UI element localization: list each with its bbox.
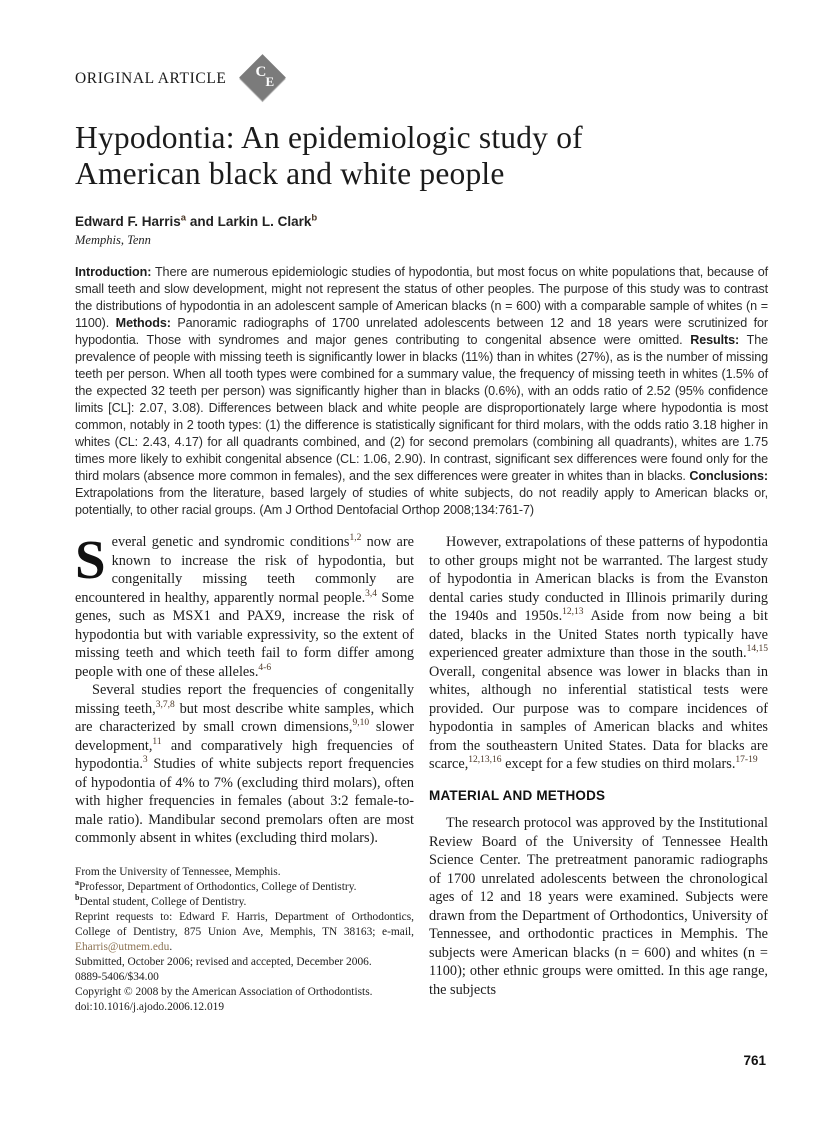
reference-superscript: 3,4 [365,588,378,599]
reference-superscript: 17-19 [735,755,758,766]
section-heading-material-and-methods: MATERIAL AND METHODS [429,787,606,803]
abstract-text: Introduction: There are numerous epidemiologic studies of hypodontia, but most focus on white populations that, because of small teeth and slow development, might not represent the status of other peoples. The purpose of this study was to contrast the distributions of hypodontia in an adolescent sample of American blacks (n = 600) with a comparable sample of whites (n = 1100). Methods: Panoramic radiographs of 1700 unrelated adolescents between 12 and 18 years were scrutinized for hypodontia. Those with syndromes and major genes contributing to congenital absence were omitted. Results: The prevalence of people with missing teeth is significantly lower in blacks (11%) than in whites (27%), as is the number of missing teeth per person. When all tooth types were combined for a summary value, the frequency of missing teeth in whites (1.5% of the expected 32 teeth per person) was significantly higher than in blacks (0.6%), with an odds ratio of 2.52 (95% confidence limits [CL]: 2.07, 3.08). Differences between black and white people are disproportionately large where hypodontia is most common, notably in 2 tooth types: (1) the difference is statistically significant for third molars, with the odds ratio 3.18 higher in whites (CL: 2.43, 4.17) for all quadrants combined, and (2) for second premolars (combining all quadrants), whites are 1.75 times more likely to exhibit congenital absence (CL: 1.06, 2.90). In contrast, significant sex differences were found only for the third molars (absence more common in females), and the sex differences were greater in whites than in blacks. Conclusions: Extrapolations from the literature, based largely of studies of white subjects, do not readily apply to American blacks or, potentially, to other racial groups. (Am J Orthod Dentofacial Orthop 2008;134:761-7) [75,265,768,517]
reference-superscript: 3 [142,755,148,766]
paragraph: However, extrapolations of these patterns of hypodontia to other groups might not be warranted. The largest study of hypodontia in American blacks is from the Evanston dental caries study conducted in Illinois primarily during the 1940s and 1950s.$^{12,13}$ Aside from now being a bit dated, blacks in the United States north typically have experienced greater admixture than those in the south.$^{14,15}$ Overall, congenital absence was lower in blacks than in whites, although no inferential statistical tests were provided. Our purpose was to compare incidences of hypodontia in samples of American blacks and whites from the southeastern United States. Data for blacks are scarce,$^{12,13,16}$ except for a few studies on third molars.$^{17-19}$ [429,534,768,772]
footnote-line: Submitted, October 2006; revised and accepted, December 2006. [75,955,372,968]
ce-credit-badge-icon [238,54,288,104]
abstract-section-label: Results: [690,333,740,347]
reference-superscript: 12,13 [562,607,584,618]
reference-superscript: 14,15 [746,644,768,655]
title-line-1: Hypodontia: An epidemiologic study of [75,120,583,155]
paragraph: The research protocol was approved by the Institutional Review Board of the University of Tennessee Health Science Center. The pretreatment panoramic radiographs of 1700 unrelated adolescents between the chronological ages of 12 and 18 years were examined. Subjects were drawn from the Department of Orthodontics, University of Tennessee, and orthodontic practices in Memphis. The subjects were American blacks (n = 600) and whites (n = 1100); other ethnic groups were omitted. In this age range, the subjects [429,815,768,998]
page-number: 761 [743,1053,766,1068]
left-column [75,529,415,1015]
reference-superscript: 11 [152,736,162,747]
journal-citation: (Am J Orthod Dentofacial Orthop 2008;134:761-7) [259,503,535,517]
footnote-line: 0889-5406/$34.00 [75,970,159,983]
badge-letter-c: C [255,64,267,80]
reference-superscript: 3,7,8 [155,699,175,710]
body-columns [75,529,768,1015]
abstract-section-label: Conclusions: [689,469,768,483]
footnote-line: $^a$Professor, Department of Orthodontics, College of Dentistry. [75,877,357,893]
article-header [75,54,768,104]
reference-superscript: a [180,212,187,224]
footnote-line: doi:10.1016/j.ajodo.2006.12.019 [75,1000,225,1013]
title-line-2: American black and white people [75,156,505,191]
reference-superscript: 9,10 [352,718,370,729]
reference-superscript: 1,2 [349,533,362,544]
article-type-label: ORIGINAL ARTICLE [75,70,227,87]
page-content [75,0,768,1015]
right-column [429,533,768,1015]
abstract-section-label: Introduction: [75,265,152,279]
footnote-line: Reprint requests to: Edward F. Harris, Department of Orthodontics, College of Dentistry, 875 Union Ave, Memphis, TN 38163; e-mail, Eharris@utmem.edu. [75,910,414,953]
intro-paragraph [75,529,415,681]
dropcap: S [75,529,106,590]
email-link[interactable]: Eharris@utmem.edu [75,940,170,953]
footnote-line: Copyright © 2008 by the American Association of Orthodontists. [75,985,373,998]
reference-superscript: b [75,892,80,902]
footnote-line: $^b$Dental student, College of Dentistry. [75,892,247,908]
article-title [75,120,768,192]
reference-superscript: a [75,877,79,887]
footnotes [75,865,414,1015]
badge-letter-e: E [265,74,275,89]
reference-superscript: 12,13,16 [468,755,502,766]
authors-line: Edward F. Harris$^a$ and Larkin L. Clark$^b$ [75,212,318,229]
abstract-section-label: Methods: [115,316,171,330]
paragraph: Several studies report the frequencies of congenitally missing teeth,$^{3,7,8}$ but most describe white samples, which are characterized by small crown dimensions,$^{9,10}$ slower development,$^{11}$ and comparatively high frequencies of hypodontia.$^3$ Studies of white subjects report frequencies of hypodontia of 4% to 7% (excluding third molars), often with higher frequencies in females (about 3:2 female-to-male ratio). Mandibular second premolars often are most commonly absent in whites (excluding third molars). [75,682,414,846]
reference-superscript: b [311,212,318,224]
paragraph-text: everal genetic and syndromic conditions$^{1,2}$ now are known to increase the risk of hypodontia, but congenitally missing teeth commonly are encountered in healthy, apparently normal people.$^{3,4}$ Some genes, such as MSX1 and PAX9, increase the risk of hypodontia but with variable expressivity, so the extent of missing teeth and which teeth fail to form differ among people with one of these alleles.$^{4-6}$ [75,533,415,680]
footnote-line: From the University of Tennessee, Memphis. [75,865,281,878]
affiliation: Memphis, Tenn [75,233,151,247]
reference-superscript: 4-6 [258,662,272,673]
